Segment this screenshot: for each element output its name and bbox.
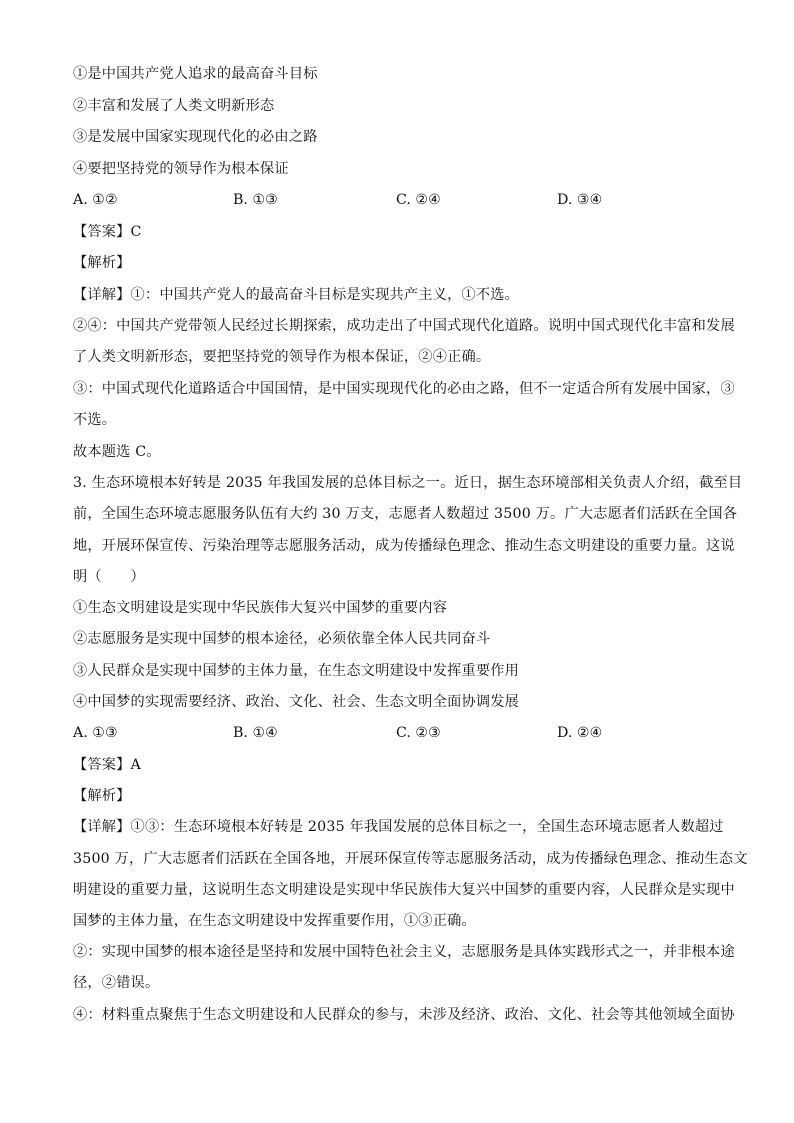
q3-analysis-heading: 【解析】 xyxy=(73,788,131,804)
q3-statement-1: ①生态文明建设是实现中华民族伟大复兴中国梦的重要内容 xyxy=(73,600,448,616)
q3-analysis-line-6: 径，②错误。 xyxy=(73,975,160,991)
q2-statement-3: ③是发展中国家实现现代化的必由之路 xyxy=(73,129,318,145)
q2-analysis-heading: 【解析】 xyxy=(73,255,131,271)
q2-analysis-line-5: 不选。 xyxy=(73,412,117,428)
q3-option-d: D. ②④ xyxy=(557,725,603,741)
q2-option-c: C. ②④ xyxy=(396,192,441,208)
q3-stem-line-2: 前，全国生态环境志愿服务队伍有大约 30 万支，志愿者人数超过 3500 万。广大志愿者们活跃在全国各 xyxy=(73,506,738,522)
q2-statement-4: ④要把坚持党的领导作为根本保证 xyxy=(73,161,289,177)
q2-statement-1: ①是中国共产党人追求的最高奋斗目标 xyxy=(73,66,318,82)
q3-analysis-line-4: 国梦的主体力量，在生态文明建设中发挥重要作用，①③正确。 xyxy=(73,913,476,929)
q2-option-b: B. ①③ xyxy=(233,192,278,208)
q2-analysis-line-1: 【详解】①：中国共产党人的最高奋斗目标是实现共产主义，①不选。 xyxy=(73,287,520,303)
q3-analysis-line-2: 3500 万，广大志愿者们活跃在全国各地，开展环保宣传等志愿服务活动，成为传播绿色理念、推动生态文 xyxy=(73,851,748,867)
q3-statement-3: ③人民群众是实现中国梦的主体力量，在生态文明建设中发挥重要作用 xyxy=(73,663,520,679)
q2-conclusion: 故本题选 C。 xyxy=(73,444,161,460)
q3-analysis-line-5: ②：实现中国梦的根本途径是坚持和发展中国特色社会主义，志愿服务是具体实践形式之一，并非根本途 xyxy=(73,944,735,960)
q3-option-c: C. ②③ xyxy=(396,725,441,741)
q3-analysis-line-1: 【详解】①③：生态环境根本好转是 2035 年我国发展的总体目标之一，全国生态环境志愿者人数超过 xyxy=(73,819,724,835)
q2-statement-2: ②丰富和发展了人类文明新形态 xyxy=(73,98,275,114)
q2-analysis-line-3: 了人类文明新形态，要把坚持党的领导作为根本保证，②④正确。 xyxy=(73,349,491,365)
q3-statement-4: ④中国梦的实现需要经济、政治、文化、社会、生态文明全面协调发展 xyxy=(73,694,520,710)
q3-option-a: A. ①③ xyxy=(73,725,118,741)
q3-stem-line-1: 3. 生态环境根本好转是 2035 年我国发展的总体目标之一。近日，据生态环境部相关负责人介绍，截至目 xyxy=(73,475,743,491)
q2-analysis-line-2: ②④：中国共产党带领人民经过长期探索，成功走出了中国式现代化道路。说明中国式现代化丰富和发展 xyxy=(73,318,735,334)
q2-analysis-line-4: ③：中国式现代化道路适合中国国情，是中国实现现代化的必由之路，但不一定适合所有发展中国家，③ xyxy=(73,381,735,397)
q2-option-a: A. ①② xyxy=(73,192,118,208)
q2-answer: 【答案】C xyxy=(73,224,142,240)
q3-analysis-line-7: ④：材料重点聚焦于生态文明建设和人民群众的参与，未涉及经济、政治、文化、社会等其他领域全面协 xyxy=(73,1007,735,1023)
q3-stem-line-4: 明（ ） xyxy=(73,569,145,585)
q3-option-b: B. ①④ xyxy=(233,725,278,741)
q3-answer: 【答案】A xyxy=(73,757,141,773)
q3-analysis-line-3: 明建设的重要力量，这说明生态文明建设是实现中华民族伟大复兴中国梦的重要内容，人民群众是实现中 xyxy=(73,882,735,898)
q3-stem-line-3: 地，开展环保宣传、污染治理等志愿服务活动，成为传播绿色理念、推动生态文明建设的重要力量。这说 xyxy=(73,538,735,554)
q3-statement-2: ②志愿服务是实现中国梦的根本途径，必须依靠全体人民共同奋斗 xyxy=(73,631,491,647)
q2-option-d: D. ③④ xyxy=(557,192,603,208)
